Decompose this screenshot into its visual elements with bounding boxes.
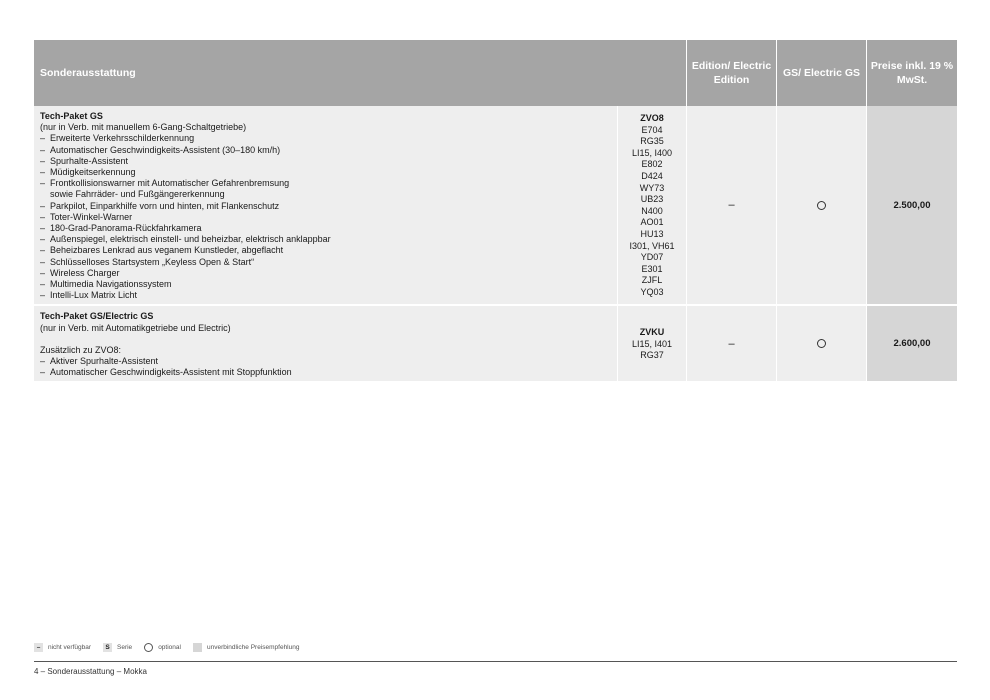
- list-item-continuation: sowie Fahrräder- und Fußgängererkennung: [50, 189, 225, 200]
- list-item: – Beheizbares Lenkrad aus veganem Kunstleder, abgeflacht: [40, 245, 284, 256]
- code: AO01: [640, 217, 664, 228]
- code: E802: [641, 159, 663, 170]
- header-price: Preise inkl. 19 % MwSt.: [866, 40, 957, 106]
- list-item: – Toter-Winkel-Warner: [40, 211, 133, 222]
- edition-availability: –: [686, 106, 776, 304]
- legend-price: unverbindliche Preisempfehlung: [193, 643, 300, 652]
- list-item: – Automatischer Geschwindigkeits-Assistent (30–180 km/h): [40, 144, 281, 155]
- code: LI15, I400: [631, 147, 673, 158]
- option-codes: [617, 106, 686, 304]
- package-title: Tech-Paket GS/Electric GS: [40, 311, 154, 322]
- code: E301: [641, 263, 663, 274]
- code: WY73: [639, 182, 665, 193]
- code: N400: [641, 205, 663, 216]
- code: UB23: [640, 194, 664, 205]
- footer-divider: [34, 661, 957, 662]
- code: HU13: [640, 228, 664, 239]
- row-description: [34, 106, 617, 304]
- dash-icon: –: [34, 643, 43, 652]
- header-gs: GS/ Electric GS: [776, 40, 866, 106]
- optional-circle-icon: [817, 339, 826, 348]
- equipment-table: [34, 40, 957, 383]
- code: D424: [641, 170, 663, 181]
- header-edition: Edition/ Electric Edition: [686, 40, 776, 106]
- shaded-box-icon: [193, 643, 202, 652]
- code-main: ZVO8: [640, 112, 664, 123]
- serie-icon: S: [103, 643, 112, 652]
- gs-availability: [776, 306, 866, 381]
- code: I301, VH61: [629, 240, 675, 251]
- circle-icon: [144, 643, 153, 652]
- gs-availability: [776, 106, 866, 304]
- list-item: – Frontkollisionswarner mit Automatischer Gefahrenbremsung: [40, 178, 290, 189]
- list-item: – Multimedia Navigationssystem: [40, 279, 172, 290]
- page-footer: 4 – Sonderausstattung – Mokka: [34, 667, 147, 676]
- list-item: – 180-Grad-Panorama-Rückfahrkamera: [40, 223, 202, 234]
- header-sonderausstattung: Sonderausstattung: [40, 67, 136, 79]
- edition-availability: –: [686, 306, 776, 381]
- optional-circle-icon: [817, 201, 826, 210]
- table-row: [34, 306, 957, 383]
- row-description: [34, 306, 617, 381]
- legend-not-available: – nicht verfügbar: [34, 643, 91, 652]
- legend: [34, 643, 311, 652]
- package-subtitle: (nur in Verb. mit manuellem 6-Gang-Schaltgetriebe): [40, 122, 247, 133]
- code: E704: [641, 124, 663, 135]
- list-item: – Wireless Charger: [40, 267, 120, 278]
- list-item: – Aktiver Spurhalte-Assistent: [40, 356, 159, 367]
- list-item: – Schlüsselloses Startsystem „Keyless Open & Start“: [40, 256, 255, 267]
- table-row: [34, 106, 957, 306]
- list-item: – Müdigkeitserkennung: [40, 167, 136, 178]
- legend-serie: S Serie: [103, 643, 132, 652]
- list-item: – Intelli-Lux Matrix Licht: [40, 290, 138, 301]
- code: YQ03: [640, 286, 664, 297]
- price-value: 2.600,00: [866, 306, 957, 381]
- list-item: – Spurhalte-Assistent: [40, 155, 129, 166]
- code: LI15, I401: [631, 338, 673, 349]
- price-value: 2.500,00: [866, 106, 957, 304]
- list-item: – Außenspiegel, elektrisch einstell- und beheizbar, elektrisch anklappbar: [40, 234, 331, 245]
- list-item: – Erweiterte Verkehrsschilderkennung: [40, 133, 195, 144]
- code: YD07: [640, 252, 664, 263]
- table-header: [34, 40, 957, 106]
- list-item: – Automatischer Geschwindigkeits-Assistent mit Stoppfunktion: [40, 367, 292, 378]
- extra-label: Zusätzlich zu ZVO8:: [40, 344, 122, 355]
- option-codes: [617, 306, 686, 381]
- code-main: ZVKU: [639, 327, 665, 338]
- list-item: – Parkpilot, Einparkhilfe vorn und hinten, mit Flankenschutz: [40, 200, 280, 211]
- code: RG35: [640, 136, 664, 147]
- code: RG37: [640, 350, 664, 361]
- package-subtitle: (nur in Verb. mit Automatikgetriebe und Electric): [40, 322, 231, 333]
- package-title: Tech-Paket GS: [40, 111, 103, 121]
- legend-optional: optional: [144, 643, 181, 652]
- code: ZJFL: [641, 275, 663, 286]
